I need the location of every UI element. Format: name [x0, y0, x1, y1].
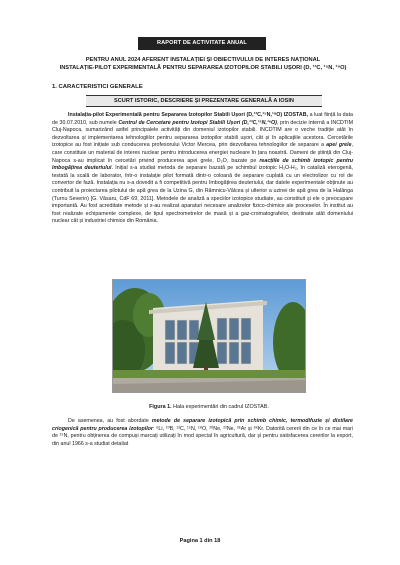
figure-label: Figura 1.	[149, 404, 172, 410]
figure-caption	[112, 404, 306, 410]
paragraph-methods	[52, 418, 353, 448]
paragraph-emphasis: reacțiile de schimb izotopic pentru îmbogățirea deuteriului	[52, 157, 354, 172]
paragraph-text: . Inițial s-a studiat metoda de separare bazată pe schimbul izotopic H₂O-H₂, în cataliză eterogenă, testată la scală de laborator, într-o instalație pilot formată dintr-o coloană de separare cuplată cu un electrolizor cu rol de convertor de fază. Instalația nu s-a dovedit a fi competitivă pentru îmbogățirea deuteriului, dar datele experimentale obținute au contribuit la proiectarea pilotului de apă grea de la Uzina G, din Râmnicu-Vâlcea și ulterior a uzinei de apă grea de la Halânga (Turnu Severin) [G. Văsaru, CdF 69, 2011]. Metodele de analiză a speciilor izotopice studiate, au constituit și ele o preocupare importantă. Au fost acreditate metode și s-au realizat aparaturi necesare analizelor fizico-chimice ale proceselor. În institut au fost realizate echipamente complexe, de tipul spectrometrelor de masă și a gaz-cromatografelor, destinate atât domeniului nuclear cât și industriei chimice din România.	[52, 165, 353, 225]
building-photo	[112, 279, 306, 393]
paragraph-emphasis: apei grele	[326, 142, 352, 149]
document-title	[50, 56, 356, 72]
report-banner: RAPORT DE ACTIVITATE ANUAL	[138, 37, 266, 50]
paragraph-lead: Instalația-pilot Experimentală pentru Separarea Izotopilor Stabili Ușori (D,¹³C,¹⁵N,¹⁸O) IZOSTAB,	[68, 112, 308, 118]
title-line-1: PENTRU ANUL 2024 AFERENT INSTALAȚIEI ȘI OBIECTIVULUI DE INTERES NAȚIONAL	[85, 57, 321, 63]
page-number: Pagina 1 din 18	[179, 538, 221, 544]
paragraph-text: a luat ființă la data de 30.07.2010, sub numele	[52, 112, 353, 126]
paragraph-history	[52, 112, 353, 226]
paragraph-text: , prin decizie internă a INCDTIM Cluj-Napoca, sumarizând astfel principalele activități din domeniul izotopilor stabili. INCDTIM are o veche tradiție atât în dezvoltarea și implementarea tehnologiilor pentru separarea izotopilor stabili ușori, cât și în aplicațiile acestora. Cercetările izotopice au fost inițiate sub conducerea profesorului Victor Mercea, prin dezvoltarea tehnologiilor de separare a	[52, 119, 354, 149]
section-heading: 1. CARACTERISTICI GENERALE	[52, 84, 143, 90]
paragraph-text: : ⁶Li, ¹⁰B, ¹³C, ¹⁵N, ¹⁸O, ²⁰Ne, ²²Ne, ³⁶Ar și ⁸⁶Kr. Datorită cererii din ce în ce mai mari de ¹⁵N, pentru obținerea de compuși marcați utilizați în mod special în agricultură, dar și pentru satisfacerea cererilor la export, din anul 1966 s-a studiat detaliat	[52, 425, 353, 447]
paragraph-emphasis: Centrul de Cercetare pentru Izotopi Stabili Ușori (D,¹³C,¹⁵N,¹⁸O)	[118, 119, 277, 126]
subsection-heading: SCURT ISTORIC, DESCRIERE ȘI PREZENTARE GENERALĂ A IOSIN	[86, 95, 322, 107]
paragraph-emphasis: metode de separare izotopică prin schimb chimic, termodifuzie și distilare criogenică pentru producerea izotopilor	[52, 418, 353, 432]
paragraph-text: De asemenea, au fost abordate	[68, 418, 152, 424]
title-line-2: INSTALAȚIE-PILOT EXPERIMENTALĂ PENTRU SEPARAREA IZOTOPILOR STABILI UȘORI (D, ¹³C, ¹⁵N, ¹⁸O)	[59, 65, 347, 71]
paragraph-text: , care constituie un material de interes nuclear pentru introducerea energiei nucleare în țara noastră. Oameni de știință din Cluj-Napoca s-au implicat în cercetări privind producerea apei grele, D₂O, bazate pe	[52, 142, 353, 164]
figure-caption-text: Hala experimentări din cadrul IZOSTAB.	[171, 404, 269, 410]
